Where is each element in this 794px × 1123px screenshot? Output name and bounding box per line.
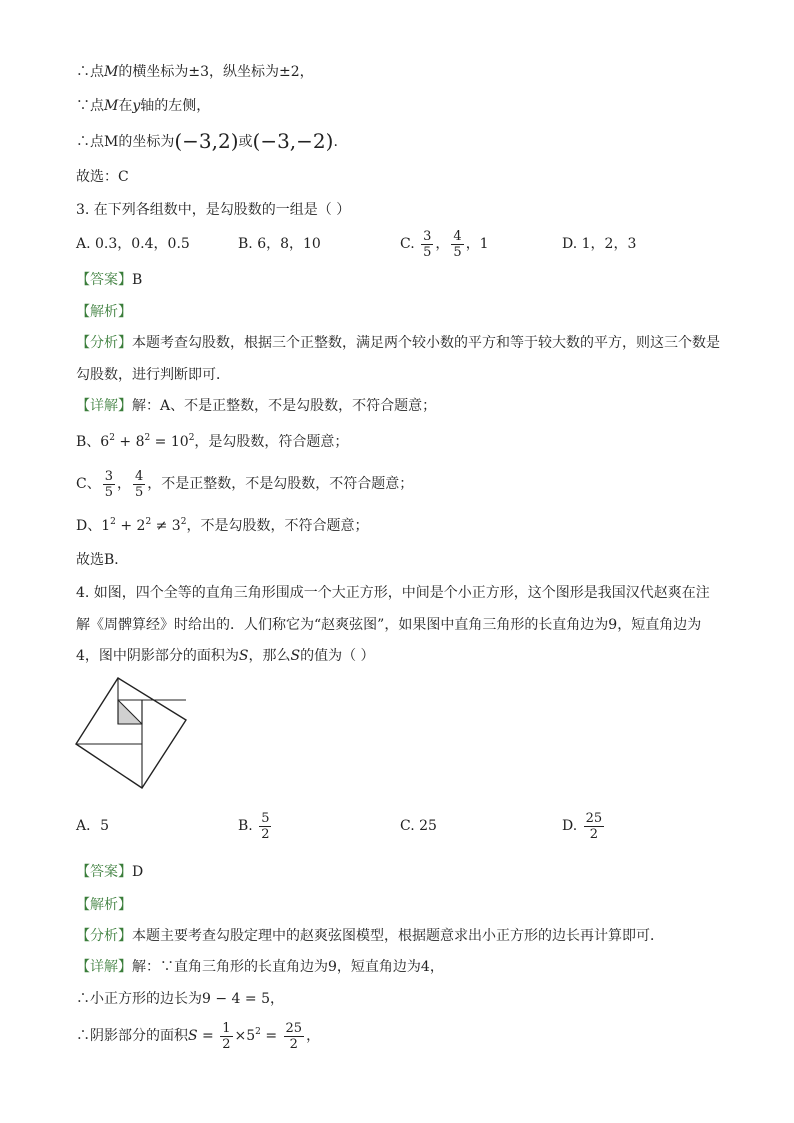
option-a: A. 0.3，0.4，0.5 bbox=[76, 236, 190, 252]
detail-line bbox=[76, 432, 348, 452]
fenxi-tag: 【分析】 bbox=[76, 928, 132, 944]
analysis-line: 勾股数，进行判断即可． bbox=[76, 367, 230, 383]
exponent: 2 bbox=[110, 517, 116, 527]
numerator: 3 bbox=[423, 228, 432, 244]
text: ∴点 bbox=[76, 64, 104, 80]
analysis-tag: 【解析】 bbox=[76, 897, 132, 913]
text: ，是勾股数，符合题意； bbox=[194, 434, 349, 450]
exponent: 2 bbox=[145, 517, 152, 527]
fraction bbox=[103, 469, 115, 500]
answer-line bbox=[76, 270, 142, 290]
detail-tag: 【详解】 bbox=[76, 959, 132, 975]
text: ∴阴影部分的面积 bbox=[76, 1028, 188, 1044]
text: ， bbox=[435, 236, 450, 252]
option-d bbox=[562, 804, 606, 848]
denominator: 2 bbox=[589, 826, 599, 842]
math-var: S bbox=[238, 648, 249, 664]
option-label: D. bbox=[562, 818, 578, 834]
detail-line bbox=[76, 396, 436, 416]
choice-conclusion: 故选B． bbox=[76, 552, 129, 568]
math-var: S bbox=[188, 1028, 198, 1044]
fraction bbox=[584, 811, 605, 842]
exponent: 2 bbox=[255, 1027, 261, 1037]
text: ，不是正整数，不是勾股数，不符合题意； bbox=[147, 476, 414, 492]
fraction bbox=[421, 229, 433, 260]
option-b: B. 6，8，10 bbox=[238, 236, 321, 252]
option-a: A．5 bbox=[76, 818, 110, 834]
fenxi-tag: 【分析】 bbox=[76, 335, 132, 351]
coordinate: (−3,2) bbox=[174, 129, 239, 153]
text: B、 bbox=[76, 434, 101, 450]
answer-line bbox=[76, 862, 143, 882]
text: D、 bbox=[76, 518, 102, 534]
math-var: M bbox=[104, 64, 119, 80]
option-label: C. bbox=[400, 236, 415, 252]
question-stem bbox=[76, 646, 375, 666]
math: 6 bbox=[100, 434, 110, 450]
math-var: M bbox=[104, 98, 119, 114]
option-b bbox=[238, 804, 273, 848]
answer-value: D bbox=[132, 864, 144, 880]
text: 4，图中阴影部分的面积为 bbox=[76, 648, 239, 664]
option-c bbox=[400, 222, 489, 266]
denominator: 2 bbox=[289, 1036, 298, 1052]
analysis-line bbox=[76, 333, 720, 353]
zhao-shuang-diagram bbox=[74, 676, 188, 790]
text: ， bbox=[117, 476, 131, 492]
math: + 8 bbox=[114, 434, 145, 450]
exponent: 2 bbox=[144, 433, 151, 443]
fraction bbox=[259, 811, 271, 842]
exponent: 2 bbox=[188, 433, 195, 443]
question-stem: 3. 在下列各组数中，是勾股数的一组是（ ） bbox=[76, 202, 351, 218]
math-var: S bbox=[290, 648, 301, 664]
text: ∴点M的坐标为 bbox=[76, 134, 175, 150]
text: ，1 bbox=[465, 236, 489, 252]
text: 的值为（ ） bbox=[300, 648, 375, 664]
numerator: 4 bbox=[453, 228, 462, 244]
denominator: 5 bbox=[453, 244, 462, 260]
text: 在 bbox=[118, 98, 133, 114]
text: ， bbox=[306, 1028, 321, 1044]
text-line bbox=[76, 96, 210, 116]
denominator: 2 bbox=[222, 1036, 231, 1052]
exponent: 2 bbox=[109, 433, 115, 443]
analysis-line bbox=[76, 926, 664, 946]
math: = 10 bbox=[150, 434, 189, 450]
detail-line bbox=[76, 957, 444, 977]
denominator: 5 bbox=[104, 484, 113, 500]
fraction bbox=[133, 469, 145, 500]
denominator: 2 bbox=[261, 826, 270, 842]
answer-tag: 【答案】 bbox=[76, 272, 132, 288]
text: C、 bbox=[76, 476, 101, 492]
text: ，不是勾股数，不符合题意； bbox=[186, 518, 369, 534]
text: 的横坐标为±3，纵坐标为±2， bbox=[118, 64, 314, 80]
exponent: 2 bbox=[180, 517, 187, 527]
answer-tag: 【答案】 bbox=[76, 864, 132, 880]
analysis-tag: 【解析】 bbox=[76, 304, 132, 320]
numerator: 3 bbox=[104, 468, 113, 484]
numerator: 1 bbox=[222, 1020, 231, 1036]
text-line bbox=[76, 131, 338, 152]
text-line bbox=[76, 62, 314, 82]
fraction bbox=[284, 1021, 305, 1052]
question-stem: 4. 如图，四个全等的直角三角形围成一个大正方形，中间是个小正方形，这个图形是我国汉代赵爽在注 bbox=[76, 585, 710, 601]
detail-line bbox=[76, 462, 413, 506]
detail-line bbox=[76, 1014, 320, 1058]
fraction bbox=[451, 229, 463, 260]
text: 解：A、不是正整数，不是勾股数，不符合题意； bbox=[132, 398, 437, 414]
numerator: 25 bbox=[285, 1020, 303, 1036]
answer-value: B bbox=[132, 272, 143, 288]
text: ∵点 bbox=[76, 98, 104, 114]
option-label: B. bbox=[238, 818, 253, 834]
text: ，那么 bbox=[248, 648, 291, 664]
text: 本题考查勾股数，根据三个正整数，满足两个较小数的平方和等于较大数的平方，则这三个数是 bbox=[132, 335, 720, 351]
math: = bbox=[260, 1028, 282, 1044]
math: + 2 bbox=[115, 518, 146, 534]
text: 本题主要考查勾股定理中的赵爽弦图模型，根据题意求出小正方形的边长再计算即可． bbox=[132, 928, 664, 944]
numerator: 5 bbox=[261, 810, 270, 826]
detail-tag: 【详解】 bbox=[76, 398, 132, 414]
numerator: 25 bbox=[585, 810, 603, 826]
question-stem: 解《周髀算经》时给出的．人们称它为“赵爽弦图”，如果图中直角三角形的长直角边为9，短直角边为 bbox=[76, 617, 702, 633]
text: 解：∵直角三角形的长直角边为9，短直角边为4， bbox=[132, 959, 444, 975]
coordinate: (−3,−2) bbox=[252, 129, 334, 153]
numerator: 4 bbox=[135, 468, 144, 484]
outer-square bbox=[76, 678, 186, 788]
math: = bbox=[197, 1028, 219, 1044]
denominator: 5 bbox=[423, 244, 432, 260]
math: 1 bbox=[101, 518, 111, 534]
detail-line: ∴小正方形的边长为9 − 4 = 5， bbox=[76, 991, 284, 1007]
option-d: D. 1，2，3 bbox=[562, 236, 637, 252]
detail-line bbox=[76, 516, 368, 536]
option-c: C. 25 bbox=[400, 818, 437, 834]
math: ≠ 3 bbox=[151, 518, 181, 534]
text: 轴的左侧， bbox=[140, 98, 211, 114]
math-var: y bbox=[132, 98, 141, 114]
math: ×5 bbox=[234, 1028, 256, 1044]
text: 或 bbox=[238, 134, 253, 150]
denominator: 5 bbox=[135, 484, 144, 500]
choice-conclusion: 故选：C bbox=[76, 169, 129, 185]
text: . bbox=[333, 134, 338, 150]
fraction bbox=[220, 1021, 232, 1052]
